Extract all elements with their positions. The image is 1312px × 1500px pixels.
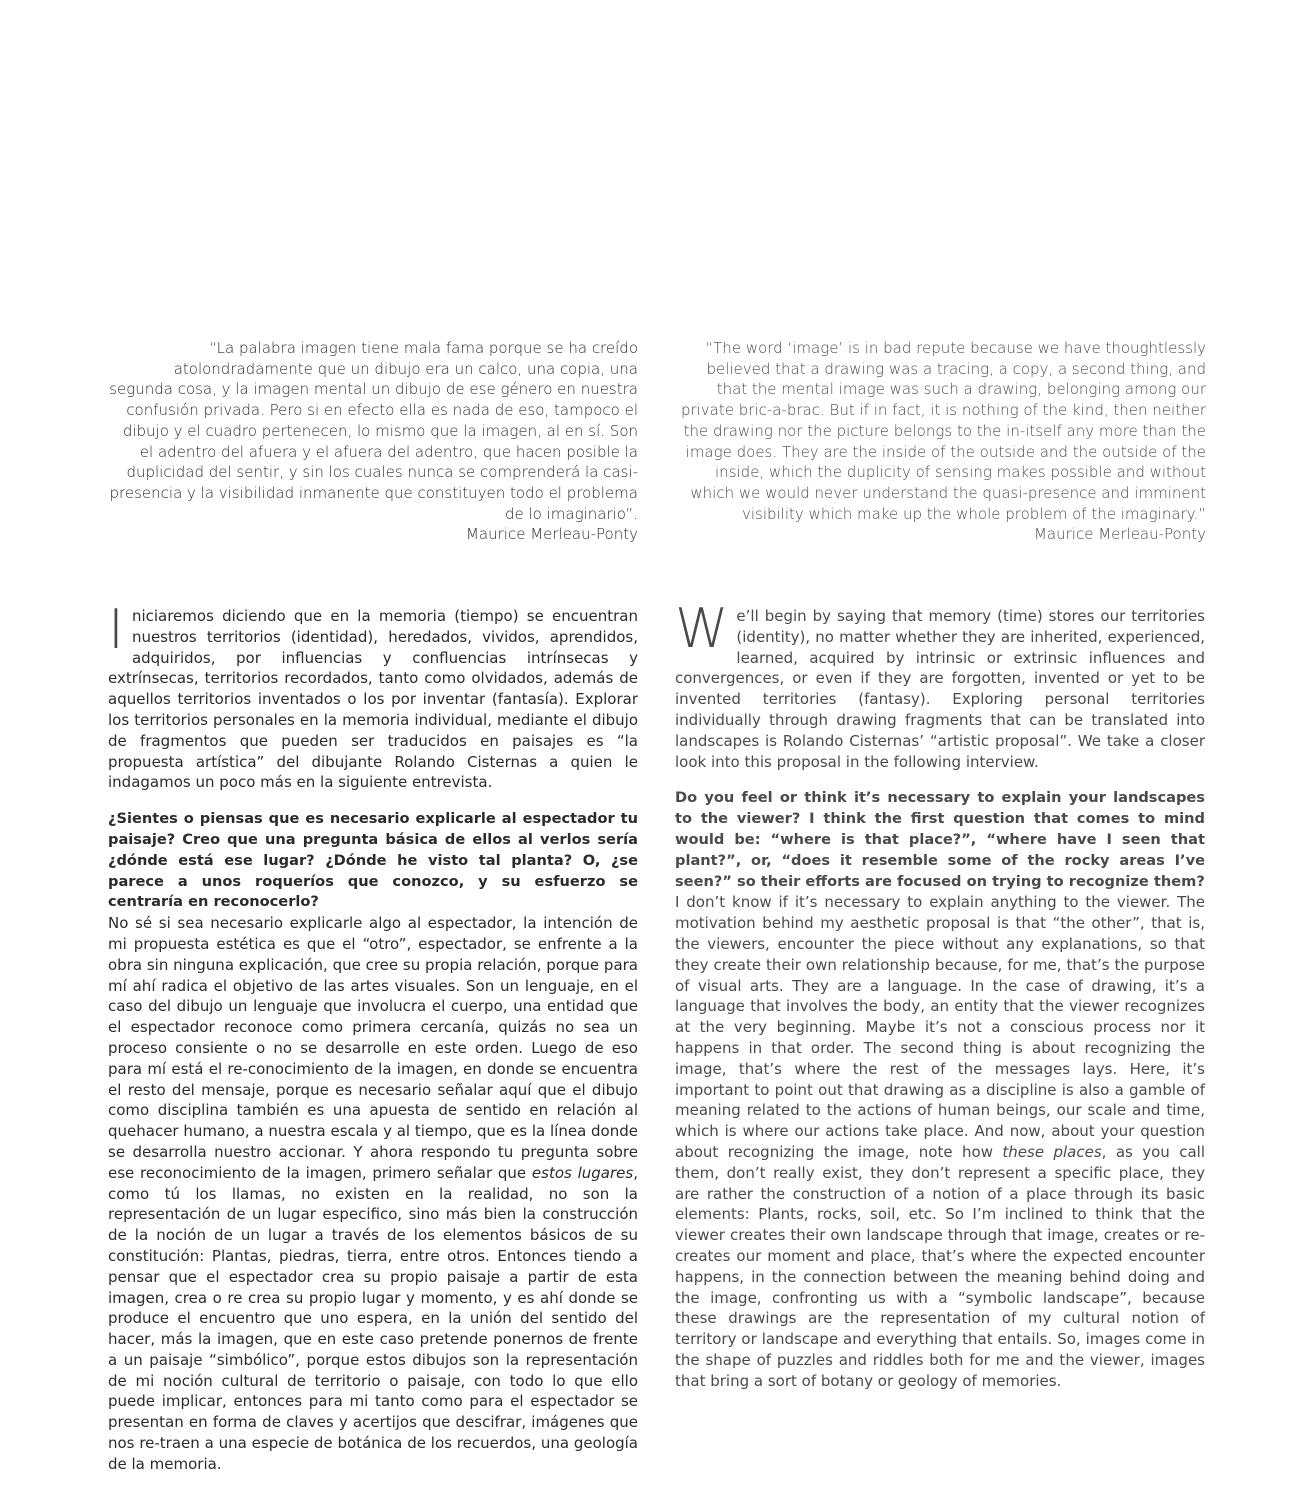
answer-english-part-2: , as you call them, don’t really exist, they don’t represent a specific place, they are rather the construction of a notion of a place through its basic elements: Plants, rocks, soil, etc. So I’m inclined to think that the viewer creates their own landscape through that image, creates or re-creates our moment and place, that’s where the expected encounter happens, in the connection between the meaning behind doing and the image, confronting us with a “symbolic landscape”, because these drawings are the representation of my cultural notion of territory or landscape and everything that entails. So, images come in the shape of puzzles and riddles both for me and the viewer, images that bring a sort of botany or geology of memories. xyxy=(675,1142,1205,1390)
answer-english-part-1: I don’t know if it’s necessary to explain anything to the viewer. The motivation behind my aesthetic proposal is that “the other”, that is, the viewers, encounter the piece without any explanations, so that they create their own relationship because, for me, that’s the purpose of visual arts. They are a language. In the case of drawing, it’s a language that involves the body, an entity that the viewer recognizes at the very beginning. Maybe it’s not a conscious process nor it happens in that order. The second thing is about recognizing the image, that’s where the rest of the messages lays. Here, it’s important to point out that drawing as a discipline is also a gamble of meaning related to the actions of human beings, our scale and time, which is where our actions take place. And now, about your question about recognizing the image, note how xyxy=(675,893,1205,1161)
answer-spanish-part-1: No sé si sea necesario explicarle algo al espectador, la intención de mi propuesta estética es que el “otro”, espectador, se enfrente a la obra sin ninguna explicación, que cree su propia relación, porque para mí ahí radica el objetivo de las artes visuales. Son un lenguaje, en el caso del dibujo un lenguaje que involucra el cuerpo, una entidad que el espectador reconoce como primera cercanía, quizás no sea un proceso consiente o no se desarrolle en este orden. Luego de eso para mí está el re-conocimiento de la imagen, en donde se encuentra el resto del mensaje, porque es necesario señalar aquí que el dibujo como disciplina también es una apuesta de sentido en relación al quehacer humano, a nuestra escala y al tiempo, que es la línea donde se desarrolla nuestro accionar. Y ahora respondo tu pregunta sobre ese reconocimiento de la imagen, primero señalar que xyxy=(108,914,638,1182)
quote-english-author: Maurice Merleau-Ponty xyxy=(1033,525,1206,544)
intro-english-text: e’ll begin by saying that memory (time) stores our territories (identity), no matter whether they are inherited, experienced, learned, acquired by intrinsic or extrinsic influences and convergences, or even if they are forgotten, invented or yet to be invented territories (fantasy). Exploring personal territories individually through drawing fragments that can be translated into landscapes is Rolando Cisternas’ “artistic proposal”. We take a closer look into this proposal in the following interview. xyxy=(675,607,1205,771)
quote-spanish xyxy=(108,338,638,545)
question-english: Do you feel or think it’s necessary to explain your landscapes to the viewer? I think the first question that comes to mind would be: “where is that place?”, “where have I seen that plant?”, or, “does it resemble some of the rocky areas I’ve seen?” so their efforts are focused on trying to recognize them? xyxy=(675,789,1205,890)
article-english xyxy=(675,597,1205,1391)
quote-english-text: “The word ‘image’ is in bad repute because we have thoughtlessly believed that a drawing was a tracing, a copy, a second thing, and that the mental image was such a drawing, belonging among our private bric-a-brac. But if in fact, it is nothing of the kind, then neither the drawing nor the picture belongs to the in-itself any more than the image does. They are the inside of the outside and the outside of the inside, which the duplicity of sensing makes possible and without which we would never understand the quasi-presence and imminent visibility which make up the whole problem of the imaginary.” xyxy=(680,339,1206,523)
quote-spanish-author: Maurice Merleau-Ponty xyxy=(465,525,638,544)
answer-english-emphasis: these places xyxy=(1002,1142,1102,1161)
answer-english xyxy=(675,892,1205,1391)
answer-spanish xyxy=(108,913,638,1475)
dropcap-english: W xyxy=(675,597,729,660)
quote-spanish-text: “La palabra imagen tiene mala fama porque se ha creído atolondradamente que un dibujo era un calco, una copia, una segunda cosa, y la imagen mental un dibujo de ese género en nuestra confusión privada. Pero si en efecto ella es nada de eso, tampoco el dibujo y el cuadro pertenecen, lo mismo que la imagen, al en sí. Son el adentro del afuera y el afuera del adentro, que hacen posible la duplicidad del sentir, y sin los cuales nunca se comprenderá la casi-presencia y la visibilidad inmanente que constituyen todo el problema de lo imaginario”. xyxy=(109,339,638,523)
answer-spanish-emphasis: estos lugares xyxy=(531,1163,634,1182)
intro-spanish xyxy=(108,598,638,793)
intro-english xyxy=(675,597,1205,772)
article-spanish xyxy=(108,598,638,1475)
quote-english xyxy=(676,338,1206,545)
intro-spanish-text: niciaremos diciendo que en la memoria (tiempo) se encuentran nuestros territorios (identidad), heredados, vividos, aprendidos, adquiridos, por influencias y confluencias intrínsecas y extrínsecas, territorios recordados, tanto como olvidados, además de aquellos territorios inventados o los por inventar (fantasía). Explorar los territorios personales en la memoria individual, mediante el dibujo de fragmentos que pueden ser traducidos en paisajes es “la propuesta artística” del dibujante Rolando Cisternas a quien le indagamos un poco más en la siguiente entrevista. xyxy=(108,607,638,792)
dropcap-spanish: I xyxy=(108,598,124,661)
answer-spanish-part-2: , como tú los llamas, no existen en la realidad, no son la representación de un lugar especifico, sino más bien la construcción de la noción de un lugar a través de los elementos básicos de su constitución: Plantas, piedras, tierra, entre otros. Entonces tiendo a pensar que el espectador crea su propio paisaje a partir de esta imagen, crea o re crea su propio lugar y momento, y es ahí donde se produce el encuentro que uno espera, en la unión del sentido del hacer, más la imagen, que en este caso pretende ponernos de frente a un paisaje “simbólico”, porque estos dibujos son la representación de mi noción cultural de territorio o paisaje, con todo lo que ello puede implicar, entonces para mi tanto como para el espectador se presentan en forma de claves y acertijos que descifrar, imágenes que nos re-traen a una especie de botánica de los recuerdos, una geología de la memoria. xyxy=(108,1163,638,1473)
question-spanish: ¿Sientes o piensas que es necesario explicarle al espectador tu paisaje? Creo que una pregunta básica de ellos al verlos sería ¿dónde está ese lugar? ¿Dónde he visto tal planta? O, ¿se parece a unos roqueríos que conozco, y su esfuerzo se centraría en reconocerlo? xyxy=(108,810,638,911)
